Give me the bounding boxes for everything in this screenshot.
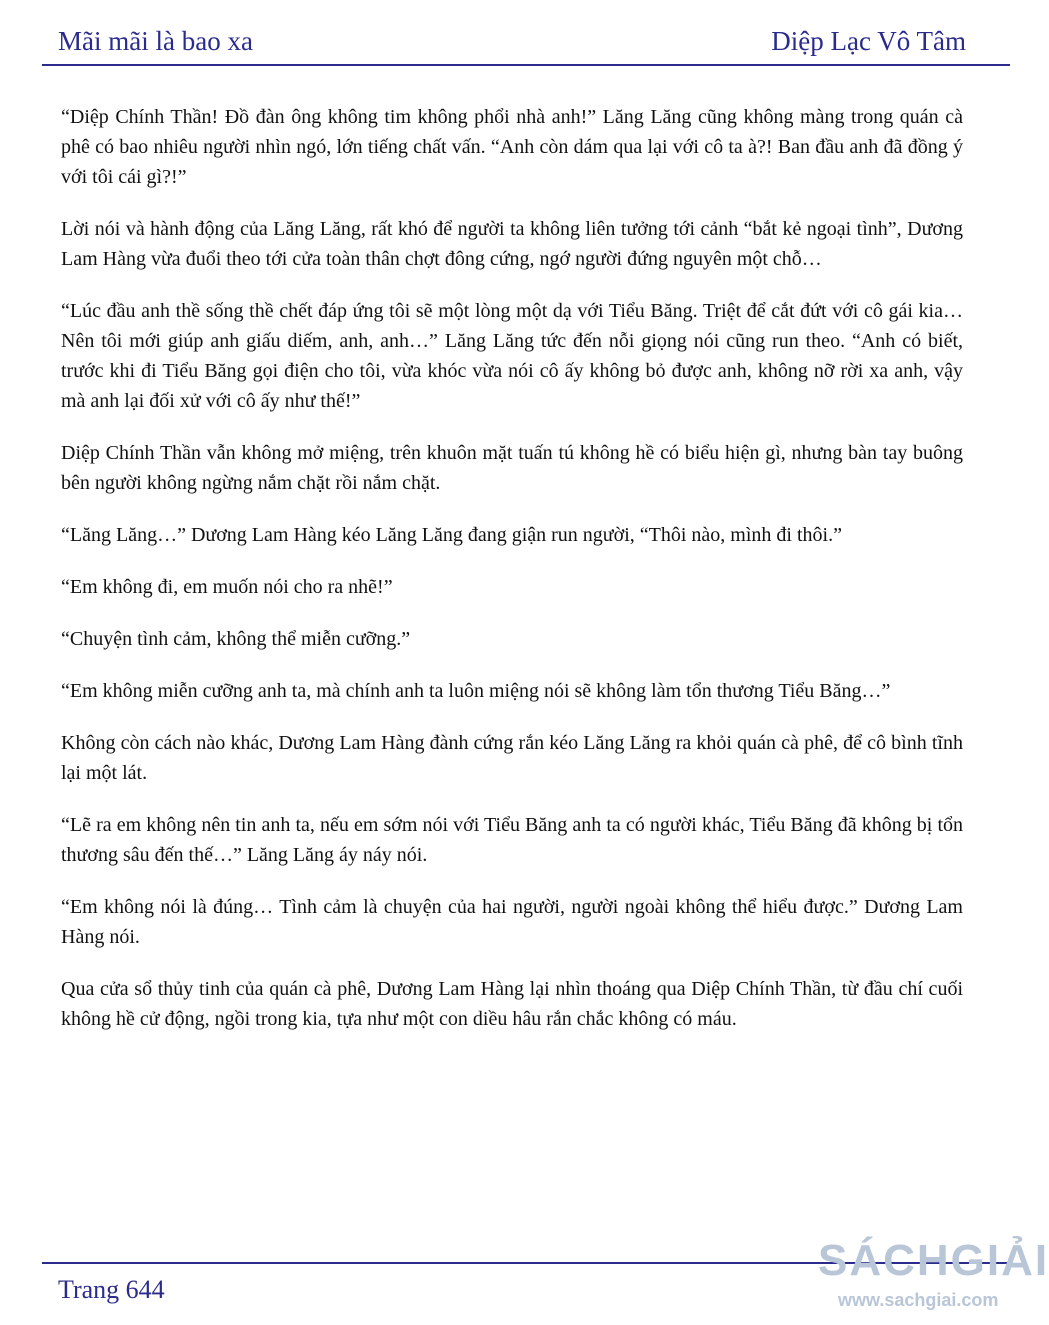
page-body: [61, 102, 963, 1056]
page-number: Trang 644: [58, 1275, 165, 1304]
header-divider: [42, 64, 1010, 66]
watermark-url: www.sachgiai.com: [838, 1290, 999, 1310]
paragraph: “Lẽ ra em không nên tin anh ta, nếu em sớm nói với Tiểu Băng anh ta có người khác, Tiểu Băng đã không bị tổn thương sâu đến thế…” Lăng Lăng áy náy nói.: [61, 814, 963, 866]
paragraph: “Em không miễn cưỡng anh ta, mà chính anh ta luôn miệng nói sẽ không làm tổn thương Tiểu Băng…”: [61, 680, 891, 702]
author-name: Diệp Lạc Vô Tâm: [771, 26, 966, 56]
watermark-logo: [818, 1236, 1049, 1320]
paragraph: “Diệp Chính Thần! Đồ đàn ông không tim không phổi nhà anh!” Lăng Lăng cũng không màng trong quán cà phê có bao nhiêu người nhìn ngó, lớn tiếng chất vấn. “Anh còn dám qua lại với cô ta à?! Ban đầu anh đã đồng ý với tôi cái gì?!”: [61, 106, 963, 188]
watermark-logo-text: SÁCHGIẢI: [818, 1236, 1049, 1285]
page-header: [58, 22, 966, 62]
paragraph: Lời nói và hành động của Lăng Lăng, rất khó để người ta không liên tưởng tới cảnh “bắt kẻ ngoại tình”, Dương Lam Hàng vừa đuổi theo tới cửa toàn thân chợt đông cứng, ngớ người đứng nguyên một chỗ…: [61, 218, 963, 270]
paragraph: “Lăng Lăng…” Dương Lam Hàng kéo Lăng Lăng đang giận run người, “Thôi nào, mình đi thôi.”: [61, 524, 842, 546]
paragraph: “Lúc đầu anh thề sống thề chết đáp ứng tôi sẽ một lòng một dạ với Tiểu Băng. Triệt để cắt đứt với cô gái kia… Nên tôi mới giúp anh giấu diếm, anh, anh…” Lăng Lăng tức đến nỗi giọng nói cũng run theo. “Anh có biết, trước khi đi Tiểu Băng gọi điện cho tôi, vừa khóc vừa nói cô ấy không bỏ được anh, không nỡ rời xa anh, vậy mà anh lại đối xử với cô ấy như thế!”: [61, 300, 963, 412]
book-title: Mãi mãi là bao xa: [58, 26, 253, 56]
paragraph: Qua cửa sổ thủy tinh của quán cà phê, Dương Lam Hàng lại nhìn thoáng qua Diệp Chính Thần, từ đầu chí cuối không hề cử động, ngồi trong kia, tựa như một con diều hâu rắn chắc không có máu.: [61, 978, 963, 1030]
paragraph: “Em không đi, em muốn nói cho ra nhẽ!”: [61, 576, 393, 598]
paragraph: Không còn cách nào khác, Dương Lam Hàng đành cứng rắn kéo Lăng Lăng ra khỏi quán cà phê, để cô bình tĩnh lại một lát.: [61, 732, 963, 784]
paragraph: “Chuyện tình cảm, không thể miễn cưỡng.”: [61, 628, 411, 650]
paragraph: Diệp Chính Thần vẫn không mở miệng, trên khuôn mặt tuấn tú không hề có biểu hiện gì, nhưng bàn tay buông bên người không ngừng nắm chặt rồi nắm chặt.: [61, 442, 963, 494]
paragraph: “Em không nói là đúng… Tình cảm là chuyện của hai người, người ngoài không thể hiểu được.” Dương Lam Hàng nói.: [61, 896, 963, 948]
